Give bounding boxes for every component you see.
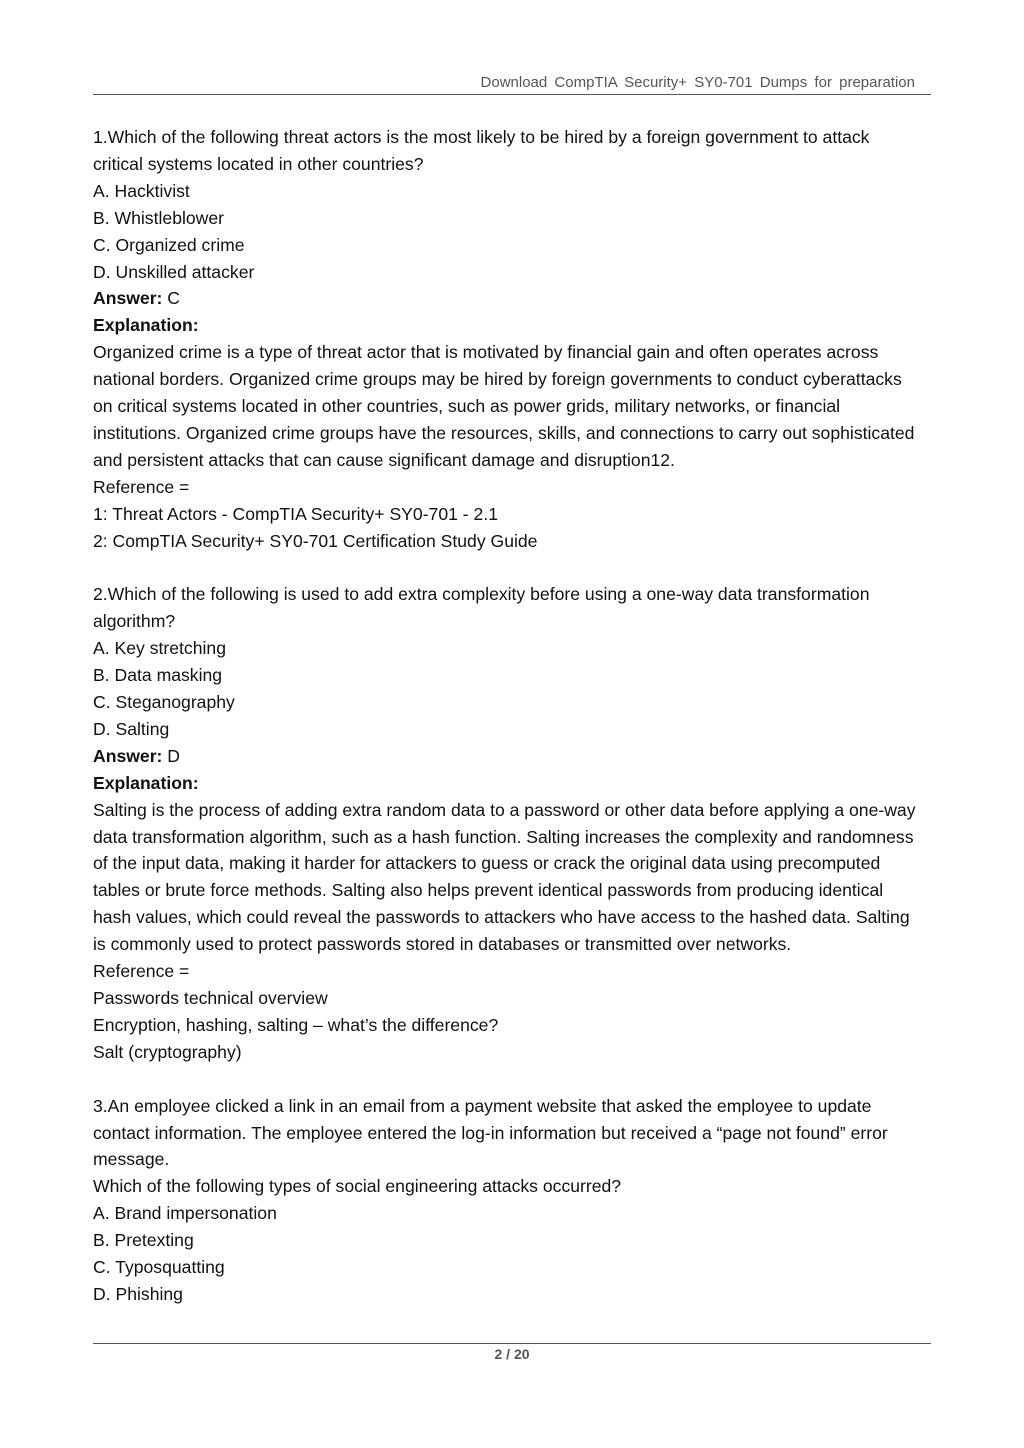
reference-item: Salt (cryptography) — [93, 1041, 242, 1062]
option-d: D. Phishing — [93, 1283, 183, 1304]
explanation-line: Organized crime is a type of threat actor that is motivated by financial gain and often operates across — [93, 342, 879, 363]
answer-value: D — [162, 745, 181, 766]
answer-line — [93, 285, 935, 312]
document-body — [93, 124, 935, 1308]
option-b: B. Whistleblower — [93, 207, 225, 228]
page-number: 2 / 20 — [494, 1346, 530, 1362]
answer-line — [93, 743, 935, 770]
answer-value: C — [162, 288, 181, 309]
reference-label: Reference = — [93, 961, 190, 982]
option-a: A. Brand impersonation — [93, 1203, 277, 1224]
explanation-line: is commonly used to protect passwords stored in databases or transmitted over networks. — [93, 934, 792, 955]
question-text-line: message. — [93, 1149, 170, 1170]
explanation-line: Salting is the process of adding extra random data to a password or other data before applying a one-way — [93, 799, 916, 820]
question-3 — [93, 1093, 935, 1308]
option-c: C. Steganography — [93, 692, 235, 713]
header-text: Download CompTIA Security+ SY0-701 Dumps for preparation — [480, 74, 915, 91]
question-text-line: contact information. The employee entered the log-in information but received a “page not found” error — [93, 1122, 888, 1143]
reference-item: 1: Threat Actors - CompTIA Security+ SY0-701 - 2.1 — [93, 503, 498, 524]
option-c: C. Organized crime — [93, 234, 245, 255]
spacer — [93, 1066, 935, 1093]
explanation-line: and persistent attacks that can cause significant damage and disruption12. — [93, 449, 675, 470]
reference-item: Encryption, hashing, salting – what’s the difference? — [93, 1014, 499, 1035]
option-b: B. Pretexting — [93, 1230, 194, 1251]
question-1 — [93, 124, 935, 555]
question-text-line: 3.An employee clicked a link in an email from a payment website that asked the employee to update — [93, 1095, 872, 1116]
option-d: D. Salting — [93, 718, 170, 739]
footer-rule — [93, 1343, 931, 1344]
explanation-line: institutions. Organized crime groups have the resources, skills, and connections to carry out sophisticated — [93, 422, 915, 443]
question-text-line: critical systems located in other countries? — [93, 153, 424, 174]
reference-item: 2: CompTIA Security+ SY0-701 Certification Study Guide — [93, 530, 538, 551]
question-text-line: 2.Which of the following is used to add extra complexity before using a one-way data transformation — [93, 584, 870, 605]
explanation-line: on critical systems located in other countries, such as power grids, military networks, or financial — [93, 396, 841, 417]
explanation-label: Explanation: — [93, 315, 199, 336]
explanation-line: of the input data, making it harder for attackers to guess or crack the original data using precomputed — [93, 853, 881, 874]
question-text-line: Which of the following types of social engineering attacks occurred? — [93, 1176, 622, 1197]
reference-item: Passwords technical overview — [93, 987, 328, 1008]
option-c: C. Typosquatting — [93, 1257, 225, 1278]
explanation-line: hash values, which could reveal the passwords to attackers who have access to the hashed data. Salting — [93, 907, 910, 928]
option-a: A. Hacktivist — [93, 180, 190, 201]
explanation-label: Explanation: — [93, 772, 199, 793]
question-text-line: algorithm? — [93, 611, 176, 632]
question-2 — [93, 581, 935, 1065]
page-header — [93, 72, 931, 95]
answer-label: Answer: — [93, 288, 163, 309]
explanation-line: tables or brute force methods. Salting also helps prevent identical passwords from producing identical — [93, 880, 884, 901]
spacer — [93, 555, 935, 582]
explanation-line: data transformation algorithm, such as a hash function. Salting increases the complexity and randomness — [93, 826, 914, 847]
option-b: B. Data masking — [93, 665, 223, 686]
option-d: D. Unskilled attacker — [93, 261, 255, 282]
question-text-line: 1.Which of the following threat actors is the most likely to be hired by a foreign government to attack — [93, 127, 870, 147]
option-a: A. Key stretching — [93, 638, 226, 659]
answer-label: Answer: — [93, 745, 163, 766]
explanation-line: national borders. Organized crime groups may be hired by foreign governments to conduct cyberattacks — [93, 369, 902, 390]
reference-label: Reference = — [93, 476, 190, 497]
